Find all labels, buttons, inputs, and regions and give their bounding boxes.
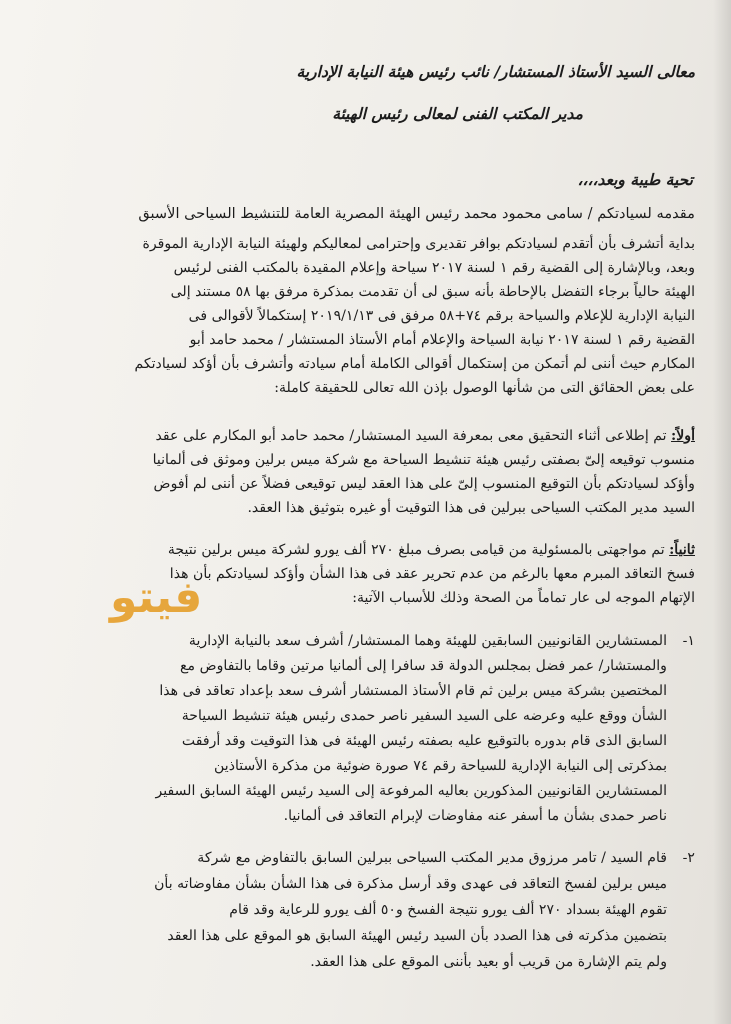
watermark-logo: فيتو [110,572,203,623]
greeting: تحية طيبة وبعد،،،، [577,170,693,189]
section-first-line: منسوب توقيعه إلىّ بصفتى رئيس هيئة تنشيط السياحة مع شركة ميس برلين وموثق فى ألمانيا [152,452,695,468]
section-first-line: أولاً: تم إطلاعى أثناء التحقيق معى بمعرفة السيد المستشار/ محمد حامد أبو المكارم على عقد [155,428,695,444]
section-second-line: الإتهام الموجه لى عار تماماً من الصحة وذلك للأسباب الآتية: [352,590,695,606]
list-item-line: المستشارين القانونيين المذكورين بعاليه المرفوعة إلى السيد رئيس الهيئة السابق السفير [155,783,667,799]
submitter-line: مقدمه لسيادتكم / سامى محمود محمد رئيس الهيئة المصرية العامة للتنشيط السياحى الأسبق [138,205,695,222]
list-item-line: بمذكرتى إلى النيابة الإدارية للسياحة رقم ٧٤ صورة ضوئية من مذكرة الأستاذين [214,758,667,774]
intro-line: وبعد، وبالإشارة إلى القضية رقم ١ لسنة ٢٠١٧ سياحة وإعلام المقيدة بالمكتب الفنى لرئيس [173,260,695,276]
list-item-line: المستشارين القانونيين السابقين للهيئة وهما المستشار/ أشرف سعد بالنيابة الإدارية [188,633,667,649]
section-second-label: ثانياً: [669,542,695,558]
list-item-line: بتضمين مذكرته فى هذا الصدد بأن السيد رئيس الهيئة السابق هو الموقع على هذا العقد [167,928,667,944]
intro-line: على بعض الحقائق التى من شأنها الوصول بإذن الله تعالى للحقيقة كاملة: [274,380,695,396]
list-item-line: السابق الذى قام بدوره بالتوقيع عليه بصفته رئيس الهيئة فى هذا التوقيت وقد أرفقت [181,733,667,749]
intro-line: القضية رقم ١ لسنة ٢٠١٧ نيابة السياحة والإعلام أمام الأستاذ المستشار / محمد حامد أبو [189,332,695,348]
list-item-line: قام السيد / تامر مرزوق مدير المكتب السياحى ببرلين السابق بالتفاوض مع شركة [197,850,667,866]
section-second-line: فسخ التعاقد المبرم معها بالرغم من عدم تحرير عقد فى هذا الشأن وأؤكد لسيادتكم بأن هذا [169,566,695,582]
list-item-line: ناصر حمدى بشأن ما أسفر عنه مفاوضات لإبرام التعاقد فى ألمانيا. [283,808,667,824]
section-second-line: ثانياً: تم مواجهتى بالمسئولية من قيامى بصرف مبلغ ٢٧٠ ألف يورو لشركة ميس برلين نتيجة [167,542,695,558]
list-item-line: تقوم الهيئة بسداد ٢٧٠ ألف يورو نتيجة الفسخ و٥٠ ألف يورو للرعاية وقد قام [229,902,667,918]
list-item-line: الشأن ووقع عليه وعرضه على السيد السفير ناصر حمدى رئيس هيئة تنشيط السياحة [181,708,667,724]
list-item-line: ميس برلين لفسخ التعاقد فى عهدى وقد أرسل مذكرة فى هذا الشأن بشأن مفاوضاته بأن [154,876,667,892]
recipient-line: معالى السيد الأستاذ المستشار/ نائب رئيس هيئة النيابة الإدارية [296,62,695,81]
list-item-line: والمستشار/ عمر فضل بمجلس الدولة قد سافرا إلى ألمانيا مرتين وقاما بالتفاوض مع [180,658,667,674]
list-item-number: ١- [682,633,695,649]
intro-line: بداية أتشرف بأن أتقدم لسيادتكم بوافر تقديرى وإحترامى لمعاليكم ولهيئة النيابة الإدارية الموقرة [142,236,695,252]
section-first-label: أولاً: [671,428,695,444]
intro-line: المكارم حيث أننى لم أتمكن من إستكمال أقوالى الكاملة أمام سيادته وأتشرف بأن أؤكد لسيادتكم [134,356,695,372]
list-item-line: ولم يتم الإشارة من قريب أو بعيد بأننى الموقع على هذا العقد. [310,954,667,970]
intro-line: الهيئة حالياً برجاء التفضل بالإحاطة بأنه سبق لى أن تقدمت بمذكرة مرفق بها ٥٨ مستند إلى [170,284,695,300]
office-line: مدير المكتب الفنى لمعالى رئيس الهيئة [332,104,583,123]
page-edge-shadow [713,0,731,1024]
list-item-line: المختصين بشركة ميس برلين ثم قام الأستاذ المستشار أشرف سعد بإعداد تعاقد فى هذا [159,683,667,699]
intro-line: النيابة الإدارية للإعلام والسياحة برقم ٧٤+٥٨ مرفق فى ٢٠١٩/١/١٣ إستكمالاً لأقوالى فى [188,308,695,324]
section-first-line: وأؤكد لسيادتكم بأن التوقيع المنسوب إلىّ على هذا العقد ليس توقيعى فضلاً عن أننى لم أفوض [153,476,695,492]
section-first-line: السيد مدير المكتب السياحى ببرلين فى هذا التوقيت أو غيره بتوثيق هذا العقد. [247,500,695,516]
list-item-number: ٢- [682,850,695,866]
